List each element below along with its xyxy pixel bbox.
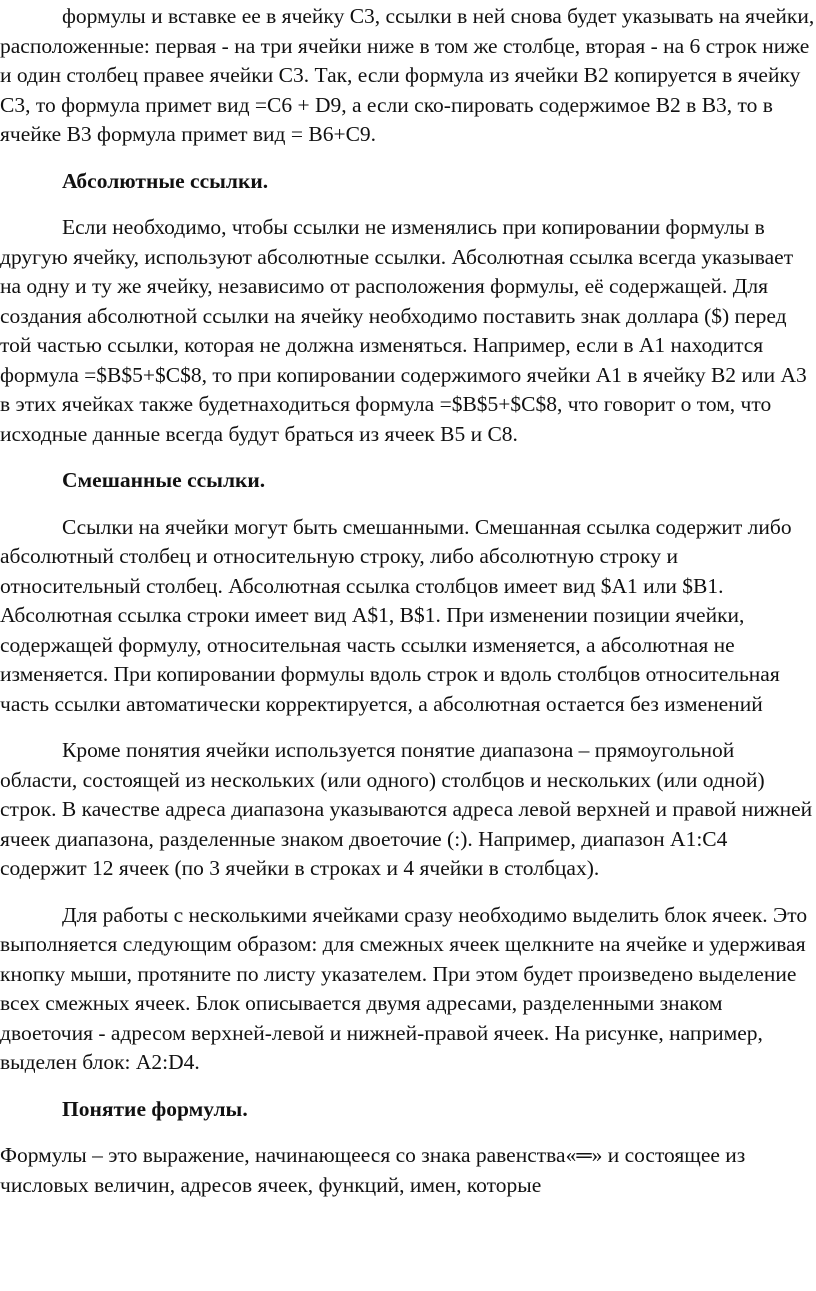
body-paragraph-3: Ссылки на ячейки могут быть смешанными. Смешанная ссылка содержит либо абсолютный столбец и относительную строку, либо абсолютную строку и относительный столбец. Абсолютная ссылка столбцов имеет вид $A1 или $B1. Абсолютная ссылка строки имеет вид A$1, B$1. При изменении позиции ячейки, содержащей формулу, относительная часть ссылки изменяется, а абсолютная не изменяется. При копировании формулы вдоль строк и вдоль столбцов относительная часть ссылки автоматически корректируется, а абсолютная остается без изменений: [0, 514, 792, 716]
paragraph-spacer: [0, 884, 816, 901]
body-paragraph-5: Для работы с несколькими ячейками сразу необходимо выделить блок ячеек. Это выполняется следующим образом: для смежных ячеек щелкните на ячейке и удерживая кнопку мыши, протяните по листу указателем. При этом будет произведено выделение всех смежных ячеек. Блок описывается двумя адресами, разделенными знаком двоеточия - адресом верхней-левой и нижней-правой ячеек. На рисунке, например, выделен блок: A2:D4.: [0, 902, 808, 1074]
paragraph-spacer: [0, 449, 816, 466]
body-paragraph-4: Кроме понятия ячейки используется понятие диапазона – прямоугольной области, состоящей из нескольких (или одного) столбцов и нескольких (или одной) строк. В качестве адреса диапазона указываются адреса левой верхней и правой нижней ячеек диапазона, разделенные знаком двоеточие (:). Например, диапазон А1:С4 содержит 12 ячеек (по 3 ячейки в строках и 4 ячейки в столбцах).: [0, 738, 813, 880]
paragraph-spacer: [0, 196, 816, 213]
section-heading-formula-concept: Понятие формулы.: [62, 1096, 248, 1121]
body-paragraph-2: Если необходимо, чтобы ссылки не изменялись при копировании формулы в другую ячейку, используют абсолютные ссылки. Абсолютная ссылка всегда указывает на одну и ту же ячейку, независимо от расположения формулы, её содержащей. Для создания абсолютной ссылки на ячейку необходимо поставить знак доллара ($) перед той частью ссылки, которая не должна изменяться. Например, если в А1 находится формула =$B$5+$C$8, то при копировании содержимого ячейки А1 в ячейку В2 или А3 в этих ячейках также будетнаходиться формула =$B$5+$C$8, что говорит о том, что исходные данные всегда будут браться из ячеек В5 и С8.: [0, 215, 807, 446]
section-heading-mixed-references: Смешанные ссылки.: [62, 468, 266, 492]
paragraph-spacer: [0, 150, 816, 167]
body-paragraph-6: Формулы – это выражение, начинающееся со знака равенства«═» и состоящее из числовых величин, адресов ячеек, функций, имен, которые: [0, 1143, 746, 1197]
paragraph-spacer: [0, 496, 816, 513]
paragraph-spacer: [0, 719, 816, 736]
body-paragraph-1: формулы и вставке ее в ячейку С3, ссылки в ней снова будет указывать на ячейки, расположенные: первая - на три ячейки ниже в том же столбце, вторая - на 6 строк ниже и один столбец правее ячейки С3. Так, если формула из ячейки В2 копируется в ячейку С3, то формула примет вид =С6 + D9, а если ско-пировать содержимое В2 в В3, то в ячейке В3 формула примет вид = В6+С9.: [0, 4, 815, 146]
paragraph-spacer: [0, 1124, 816, 1141]
paragraph-spacer: [0, 1078, 816, 1095]
section-heading-absolute-references: Абсолютные ссылки.: [62, 168, 269, 193]
